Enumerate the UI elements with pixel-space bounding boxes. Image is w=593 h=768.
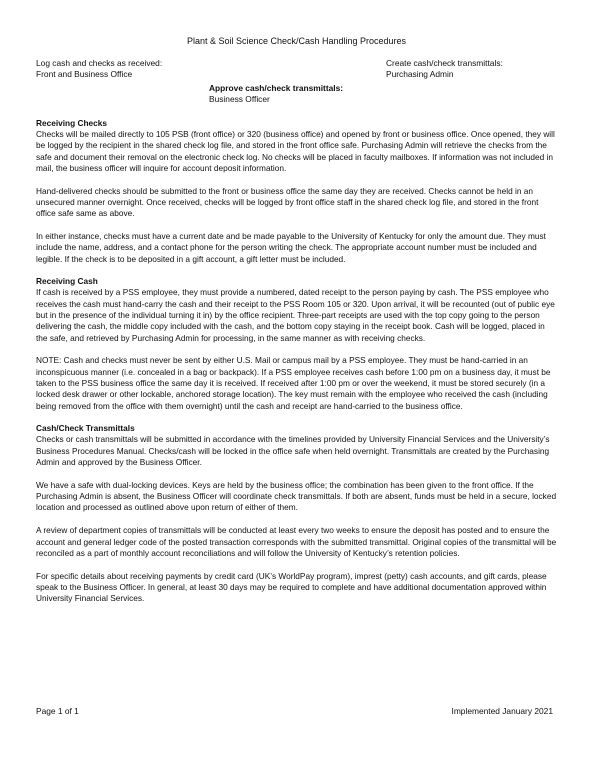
paragraph: For specific details about receiving payments by credit card (UK’s WorldPay program), imprest (petty) cash accounts, and gift cards, please speak to the Business Officer. In general, at least 30 days may be required to complete and have additional documentation approved within University Financial Services.	[36, 570, 547, 604]
paragraph: If cash is received by a PSS employee, they must provide a numbered, dated receipt to the person paying by cash. The PSS employee who receives the cash must hand-carry the cash and their receipt to the PSS Room 105 or 320. Upon arrival, it will be recounted (out of public eye but in the presence of the individual turning it in) by the office recipient. Three-part receipts are used with the top copy going to the person delivering the cash, the middle copy included with the cash, and the bottom copy staying in the receipt book. Cash will be logged, placed in the safe, and retrieved by Purchasing Admin for processing, in the same manner as with receiving checks.	[36, 287, 555, 343]
paragraph: A review of department copies of transmittals will be conducted at least every two weeks to ensure the deposit has posted and to ensure the account and general ledger code of the posted transaction corresponds with the submitted transmittal. Original copies of the transmittal will be reconciled as a part of monthly account reconciliations and will follow the University of Kentucky’s retention policies.	[36, 525, 557, 558]
paragraph: Checks or cash transmittals will be submitted in accordance with the timelines provided by University Financial Services and the University’s Business Procedures Manual. Checks/cash will be locked in the office safe when held overnight. Transmittals are created by the Purchasing Admin and approved by the Business Officer.	[36, 434, 550, 468]
paragraph: Hand-delivered checks should be submitted to the front or business office the same day they are received. Checks cannot be held in an unsecured manner overnight. Once received, checks will be logged by front office staff in the shared check log file, and stored in the front office safe same as above.	[36, 185, 539, 219]
role-approve-who: Business Officer	[209, 94, 270, 104]
paragraph: In either instance, checks must have a current date and be made payable to the University of Kentucky for only the amount due. They must include the name, address, and a contact phone for the person writing the check. The appropriate account number must be included and legible. If the check is to be deposited in a gift account, a gift letter must be included.	[36, 231, 546, 264]
paragraph: Checks will be mailed directly to 105 PSB (front office) or 320 (business office) and opened by front or business office. Once opened, they will be logged by the recipient in the shared check log file, and stored in the front office safe. Purchasing Admin will retrieve the checks from the safe and document their removal on the electronic check log. No checks will be placed in faculty mailboxes. If information was not included in mail, the business officer will inquire for account deposit information.	[36, 129, 555, 173]
implemented-date: Implemented January 2021	[451, 706, 553, 716]
section-heading: Receiving Cash	[36, 276, 98, 287]
document-body	[36, 118, 557, 616]
role-approve-heading: Approve cash/check transmittals:	[209, 83, 344, 93]
role-log-who: Front and Business Office	[36, 69, 133, 79]
section-receiving-checks	[36, 118, 557, 265]
section-heading: Receiving Checks	[36, 118, 108, 128]
paragraph: NOTE: Cash and checks must never be sent by either U.S. Mail or campus mail by a PSS employee. They must be hand-carried in an inconspicuous manner (i.e. concealed in a bag or backpack). If a PSS employee receives cash before 1:00 pm on a business day, it must be taken to the PSS business office the same day it is received. If received after 1:00 pm or over the weekend, it must be stored securely (in a locked desk drawer or other lockable, anchored storage location). The key must remain with the employee who received the cash (including being removed from the office with them overnight) until the cash and receipt are hand-carried to the business office.	[36, 355, 551, 411]
section-heading: Cash/Check Transmittals	[36, 423, 135, 434]
page-number: Page 1 of 1	[36, 706, 79, 716]
role-log-heading: Log cash and checks as received:	[36, 58, 163, 68]
section-cash-check-transmittals	[36, 423, 557, 604]
role-log-block	[36, 58, 162, 80]
role-approve-block	[209, 83, 343, 105]
role-create-heading: Create cash/check transmittals:	[386, 58, 503, 68]
page-title: Plant & Soil Science Check/Cash Handling Procedures	[186, 36, 407, 46]
paragraph: We have a safe with dual-locking devices. Keys are held by the business office; the combination has been given to the front office. If the Purchasing Admin is absent, the Business Officer will coordinate check transmittals. If both are absent, funds must be held in a secure, locked location and processed as outlined above upon return of either of them.	[36, 479, 557, 513]
section-receiving-cash	[36, 276, 557, 411]
role-create-who: Purchasing Admin	[386, 69, 454, 79]
role-create-block	[386, 58, 503, 80]
